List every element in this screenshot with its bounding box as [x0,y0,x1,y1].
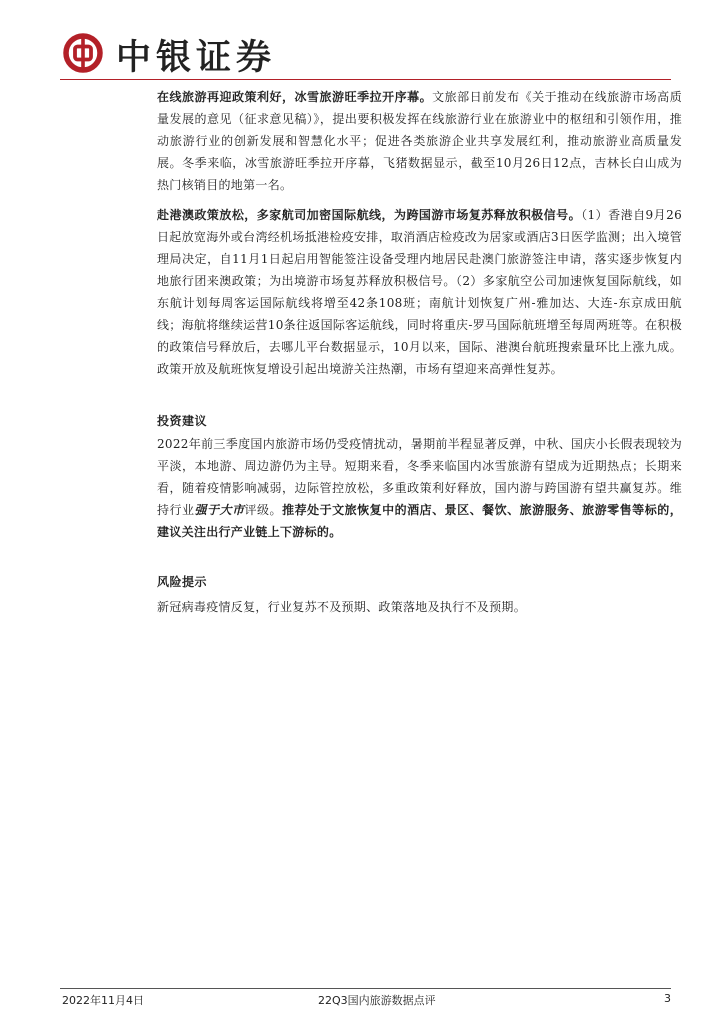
paragraph-investment [157,433,682,543]
paragraph-cross-border [157,204,682,380]
footer-report-title: 22Q3国内旅游数据点评 [318,994,436,1007]
header-divider [60,79,671,80]
recommendation-text: 推荐处于文旅恢复中的酒店、景区、餐饮、旅游服务、旅游零售等标的，建议关注出行产业链上下游标的。 [157,503,682,539]
paragraph-text: 评级。 [244,503,283,517]
section-heading-risk: 风险提示 [157,575,208,589]
paragraph-text: 2022年前三季度国内旅游市场仍受疫情扰动，暑期前半程显著反弹，中秋、国庆小长假表现较为平淡，本地游、周边游仍为主导。短期来看，冬季来临国内冰雪旅游有望成为近期热点；长期来看，随着疫情影响减弱，边际管控放松，多重政策利好释放，国内游与跨国游有望共赢复苏。维持行业 [157,437,682,517]
page-number: 3 [664,992,671,1005]
paragraph-online-travel [157,86,682,196]
paragraph-lead: 在线旅游再迎政策利好，冰雪旅游旺季拉开序幕。 [157,90,433,104]
report-body [157,86,682,618]
footer-date: 2022年11月4日 [62,994,144,1007]
footer-divider [60,988,671,989]
industry-rating: 强于大市 [194,503,245,517]
paragraph-lead: 赴港澳政策放松，多家航司加密国际航线，为跨国游市场复苏释放积极信号。 [157,208,582,222]
paragraph-risk: 新冠病毒疫情反复，行业复苏不及预期、政策落地及执行不及预期。 [157,600,527,614]
section-heading-investment: 投资建议 [157,414,208,428]
paragraph-text: 文旅部日前发布《关于推动在线旅游市场高质量发展的意见（征求意见稿）》，提出要积极发挥在线旅游行业在旅游业中的枢纽和引领作用，推动旅游行业的创新发展和智慧化水平；促进各类旅游企业共享发展红利，推动旅游业高质量发展。冬季来临，冰雪旅游旺季拉开序幕，飞猪数据显示，截至10月26日12点，吉林长白山成为热门核销目的地第一名。 [157,90,682,192]
bank-of-china-logo [62,32,104,74]
paragraph-text: （1）香港自9月26日起放宽海外或台湾经机场抵港检疫安排，取消酒店检疫改为居家或酒店3日医学监测；出入境管理局决定，自11月1日起启用智能签注设备受理内地居民赴澳门旅游签注申请，落实逐步恢复内地旅行团来澳政策；为出境游市场复苏释放积极信号。（2）多家航空公司加速恢复国际航线，如东航计划每周客运国际航线将增至42条108班；南航计划恢复广州-雅加达、大连-东京成田航线；海航将继续运营10条往返国际客运航线，同时将重庆-罗马国际航班增至每周两班等。在积极的政策信号释放后，去哪儿平台数据显示，10月以来，国际、港澳台航班搜索量环比上涨九成。政策开放及航班恢复增设引起出境游关注热潮，市场有望迎来高弹性复苏。 [157,208,682,376]
brand-name: 中银证券 [116,38,277,78]
